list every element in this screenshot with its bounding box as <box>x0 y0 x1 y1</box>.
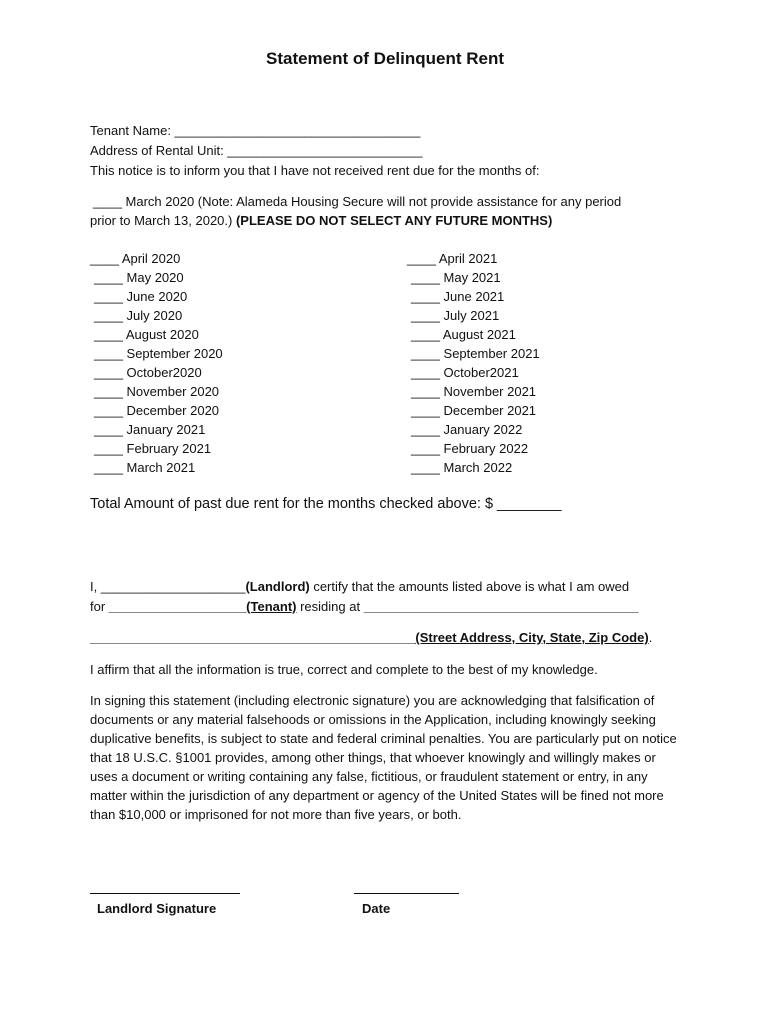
month-option[interactable]: ____ July 2020 <box>94 308 183 323</box>
residence-blank[interactable]: ______________________________________ <box>363 599 639 614</box>
certification-line-3 <box>90 628 652 647</box>
certification-line-2 <box>90 597 638 616</box>
month-option[interactable]: ____ May 2020 <box>94 270 184 285</box>
march-2020-note <box>90 211 552 230</box>
month-option[interactable]: ____ May 2021 <box>411 270 501 285</box>
cert-text: certify that the amounts listed above is what I am owed <box>309 579 630 594</box>
landlord-signature-label: Landlord Signature <box>97 901 217 916</box>
total-amount-field[interactable]: Total Amount of past due rent for the months checked above: $ ________ <box>90 496 562 512</box>
month-option[interactable]: ____ December 2020 <box>94 403 220 418</box>
landlord-name-blank[interactable]: ____________________ <box>100 579 246 594</box>
affirm-statement: I affirm that all the information is true, correct and complete to the best of my knowledge. <box>90 662 598 677</box>
page-title: Statement of Delinquent Rent <box>265 49 504 68</box>
tenant-name-field[interactable]: Tenant Name: __________________________________ <box>90 123 421 138</box>
cert-i: I, <box>90 579 101 594</box>
march-2020-option[interactable]: ____ March 2020 (Note: Alameda Housing Secure will not provide assistance for any period <box>93 194 622 209</box>
cert-period: . <box>648 630 653 645</box>
month-option[interactable]: ____ July 2021 <box>411 308 500 323</box>
certification-line-1 <box>90 577 629 596</box>
month-option[interactable]: ____ December 2021 <box>411 403 537 418</box>
tenant-name-blank[interactable]: ___________________ <box>108 599 247 614</box>
month-option[interactable]: ____ October2020 <box>94 365 202 380</box>
month-option[interactable]: ____ October2021 <box>411 365 519 380</box>
tenant-label: (Tenant) <box>246 599 297 614</box>
month-option[interactable]: ____ January 2022 <box>411 422 523 437</box>
month-option[interactable]: ____ April 2021 <box>407 251 498 266</box>
cert-residing: residing at <box>296 599 364 614</box>
date-label: Date <box>362 901 391 916</box>
month-option[interactable]: ____ June 2020 <box>94 289 188 304</box>
legal-paragraph: In signing this statement (including electronic signature) you are acknowledging that falsification of documents or any material falsehoods or omissions in the Application, including knowingly seeking duplicative benefits, is subject to state and federal criminal penalties. You are particularly put on notice that 18 U.S.C. §1001 provides, among other things, that whoever knowingly and willingly makes or uses a document or writing containing any false, fictitious, or fraudulent statement or entry, in any matter within the jurisdiction of any department or agency of the United States will be fined not more than $10,000 or imprisoned for not more than five years, or both. <box>90 693 677 822</box>
month-option[interactable]: ____ June 2021 <box>411 289 505 304</box>
month-option[interactable]: ____ November 2021 <box>411 384 537 399</box>
month-option[interactable]: ____ August 2021 <box>411 327 516 342</box>
landlord-signature-line[interactable] <box>90 893 240 894</box>
month-option[interactable]: ____ February 2022 <box>411 441 529 456</box>
month-option[interactable]: ____ November 2020 <box>94 384 220 399</box>
month-option[interactable]: ____ January 2021 <box>94 422 206 437</box>
month-option[interactable]: ____ September 2021 <box>411 346 540 361</box>
street-address-label: (Street Address, City, State, Zip Code) <box>415 630 649 645</box>
month-option[interactable]: ____ August 2020 <box>94 327 199 342</box>
date-line[interactable] <box>354 893 459 894</box>
street-address-blank[interactable]: _____________________________________________ <box>90 630 416 645</box>
cert-for: for <box>90 599 109 614</box>
landlord-label: (Landlord) <box>245 579 310 594</box>
march-2020-note-text: prior to March 13, 2020.) <box>90 213 236 228</box>
month-option[interactable]: ____ March 2021 <box>94 460 196 475</box>
address-field[interactable]: Address of Rental Unit: ___________________________ <box>90 143 423 158</box>
notice-intro: This notice is to inform you that I have not received rent due for the months of: <box>90 163 540 178</box>
future-months-warning: (PLEASE DO NOT SELECT ANY FUTURE MONTHS) <box>235 213 553 228</box>
month-option[interactable]: ____ February 2021 <box>94 441 212 456</box>
month-option[interactable]: ____ March 2022 <box>411 460 513 475</box>
month-option[interactable]: ____ September 2020 <box>94 346 223 361</box>
month-option[interactable]: ____ April 2020 <box>90 251 181 266</box>
